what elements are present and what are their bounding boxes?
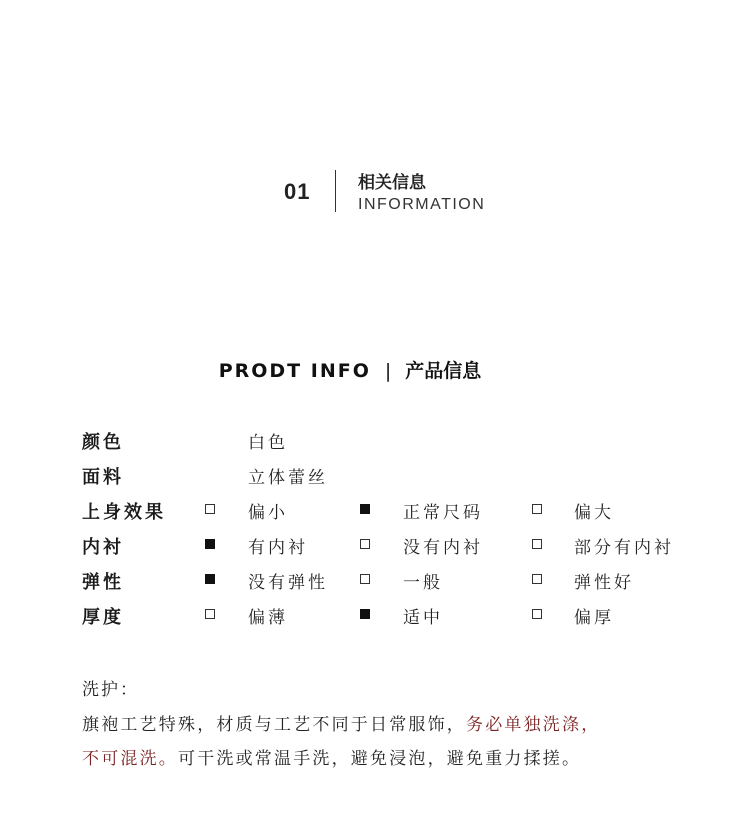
spec-row-fit [0, 498, 750, 524]
care-emphasis: 不可混洗。 [82, 749, 178, 769]
care-line-1 [82, 710, 600, 735]
spec-label: 内衬 [82, 537, 124, 558]
option-label: 偏薄 [248, 608, 288, 628]
care-text: 可干洗或常温手洗，避免浸泡，避免重力揉搓。 [178, 749, 582, 769]
checkbox-thickness-medium[interactable] [360, 609, 370, 619]
option-label: 有内衬 [248, 538, 308, 558]
option-label: 一般 [403, 573, 443, 593]
option-label: 弹性好 [574, 573, 634, 593]
section-title-en: INFORMATION [358, 196, 486, 213]
option-label: 部分有内衬 [574, 538, 674, 558]
section-title-cn: 相关信息 [358, 173, 426, 193]
spec-row-color [0, 428, 750, 454]
spec-value: 白色 [248, 433, 288, 453]
option-label: 正常尺码 [403, 503, 483, 523]
option-label: 偏小 [248, 503, 288, 523]
checkbox-lining-no[interactable] [360, 539, 370, 549]
checkbox-lining-partial[interactable] [532, 539, 542, 549]
section-divider [335, 170, 336, 212]
spec-label: 面料 [82, 467, 124, 488]
spec-row-elasticity [0, 568, 750, 594]
option-label: 没有弹性 [248, 573, 328, 593]
checkbox-lining-yes[interactable] [205, 539, 215, 549]
spec-label: 颜色 [82, 432, 124, 453]
checkbox-fit-small[interactable] [205, 504, 215, 514]
checkbox-elasticity-good[interactable] [532, 574, 542, 584]
option-label: 没有内衬 [403, 538, 483, 558]
spec-row-fabric [0, 463, 750, 489]
checkbox-elasticity-medium[interactable] [360, 574, 370, 584]
spec-value: 立体蕾丝 [248, 468, 328, 488]
checkbox-fit-large[interactable] [532, 504, 542, 514]
spec-label: 厚度 [82, 607, 124, 628]
product-header-en: PRODT INFO [218, 360, 371, 382]
spec-row-lining [0, 533, 750, 559]
checkbox-elasticity-none[interactable] [205, 574, 215, 584]
product-header-cn: 产品信息 [405, 360, 482, 382]
checkbox-thickness-thin[interactable] [205, 609, 215, 619]
checkbox-thickness-thick[interactable] [532, 609, 542, 619]
option-label: 偏大 [574, 503, 614, 523]
spec-label: 弹性 [82, 572, 124, 593]
spec-row-thickness [0, 603, 750, 629]
product-info-header [0, 356, 700, 383]
section-number: 01 [284, 179, 311, 204]
option-label: 适中 [403, 608, 443, 628]
care-text: 旗袍工艺特殊，材质与工艺不同于日常服饰， [82, 715, 466, 735]
care-line-2 [82, 744, 581, 769]
care-emphasis: 务必单独洗涤， [466, 715, 601, 735]
care-title: 洗护： [82, 680, 139, 700]
product-header-separator: | [384, 360, 392, 382]
spec-label: 上身效果 [82, 502, 166, 523]
option-label: 偏厚 [574, 608, 614, 628]
checkbox-fit-normal[interactable] [360, 504, 370, 514]
